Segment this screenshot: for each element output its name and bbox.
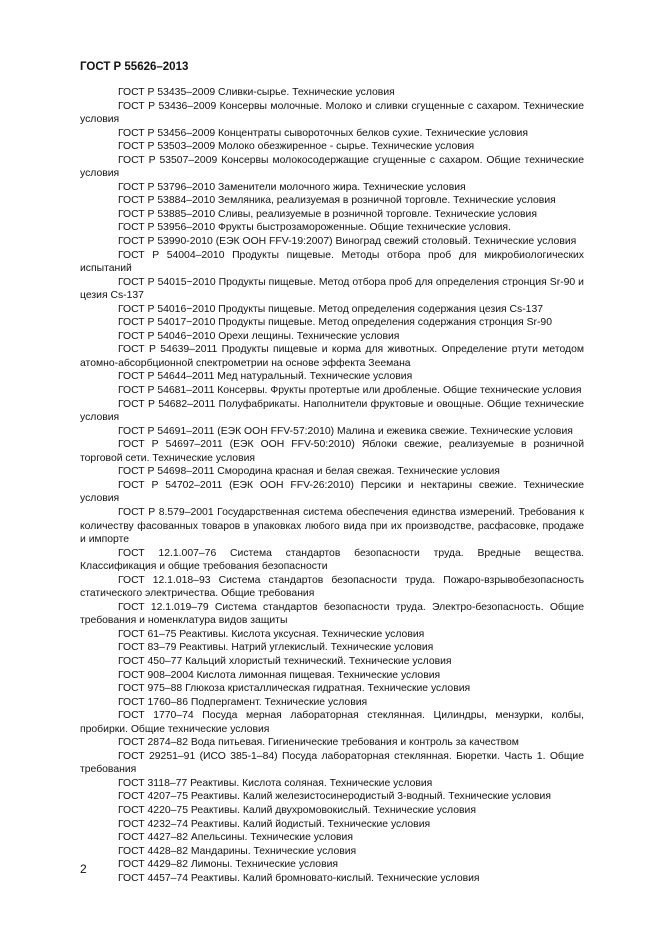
reference-entry: ГОСТ 2874–82 Вода питьевая. Гигиенические требования и контроль за качеством	[118, 737, 519, 749]
reference-entry: ГОСТ Р 54046−2010 Орехи лещины. Технические условия	[118, 330, 400, 342]
reference-entry: ГОСТ 4427–82 Апельсины. Технические условия	[118, 832, 353, 844]
reference-entry: ГОСТ Р 53435–2009 Сливки-сырье. Технические условия	[118, 87, 395, 98]
reference-entry: ГОСТ Р 54016−2010 Продукты пищевые. Метод определения содержания цезия Cs-137	[118, 303, 544, 315]
reference-entry: ГОСТ 4457–74 Реактивы. Калий бромновато-кислый. Технические условия	[118, 872, 480, 884]
reference-entry: ГОСТ Р 54697–2011 (ЕЭК ООН FFV-50:2010) Яблоки свежие, реализуемые в розничной торговой сети. Технические условия	[80, 439, 584, 464]
reference-entry: ГОСТ Р 54698–2011 Смородина красная и белая свежая. Технические условия	[118, 466, 500, 478]
reference-entry: ГОСТ 1760–86 Подпергамент. Технические условия	[118, 696, 368, 708]
reference-entry: ГОСТ Р 54702–2011 (ЕЭК ООН FFV-26:2010) Персики и нектарины свежие. Технические условия	[80, 479, 584, 505]
reference-entry: ГОСТ Р 8.579–2001 Государственная система обеспечения единства измерений. Требования к количеству фасованных товаров в упаковках любого вида при их производстве, расфасовке, продаже и импорте	[80, 506, 584, 546]
reference-entry: ГОСТ Р 54691–2011 (ЕЭК ООН FFV-57:2010) Малина и ежевика свежие. Технические условия	[118, 425, 573, 437]
reference-entry: ГОСТ Р 53503–2009 Молоко обезжиренное - сырье. Технические условия	[118, 141, 475, 153]
reference-entry: ГОСТ 975–88 Глюкоза кристаллическая гидратная. Технические условия	[118, 683, 471, 695]
reference-entry: ГОСТ 4428–82 Мандарины. Технические условия	[118, 845, 357, 857]
reference-entry: ГОСТ 12.1.007–76 Система стандартов безопасности труда. Вредные вещества. Классификация и общие требования безопасности	[80, 547, 584, 573]
reference-entry: ГОСТ Р 54682–2011 Полуфабрикаты. Наполнители фруктовые и овощные. Общие технические условия	[80, 398, 584, 424]
reference-entry: ГОСТ Р 53990-2010 (ЕЭК ООН FFV-19:2007) Виноград свежий столовый. Технические условия	[118, 236, 577, 248]
reference-entry: ГОСТ Р 53885–2010 Сливы, реализуемые в розничной торговле. Технические условия	[118, 208, 537, 220]
reference-entry: ГОСТ Р 53507–2009 Консервы молокосодержащие сгущенные с сахаром. Общие технические условия	[80, 154, 584, 180]
reference-entry: ГОСТ 4207–75 Реактивы. Калий железистосинеродистый 3-водный. Технические условия	[118, 791, 551, 803]
reference-entry: ГОСТ Р 53456–2009 Концентраты сывороточных белков сухие. Технические условия	[118, 127, 528, 139]
reference-entry: ГОСТ 450–77 Кальций хлористый технический. Технические условия	[118, 655, 452, 667]
references-list	[80, 86, 584, 885]
reference-entry: ГОСТ 61–75 Реактивы. Кислота уксусная. Технические условия	[118, 628, 425, 640]
reference-entry: ГОСТ Р 54015−2010 Продукты пищевые. Метод отбора проб для определения стронция Sr-90 и цезия Cs-137	[80, 276, 584, 302]
reference-entry: ГОСТ 3118–77 Реактивы. Кислота соляная. Технические условия	[118, 777, 433, 789]
reference-entry: ГОСТ 908–2004 Кислота лимонная пищевая. Технические условия	[118, 669, 441, 681]
reference-entry: ГОСТ 4220–75 Реактивы. Калий двухромовокислый. Технические условия	[118, 804, 476, 816]
document-header: ГОСТ Р 55626–2013	[80, 61, 189, 73]
reference-entry: ГОСТ 29251–91 (ИСО 385-1–84) Посуда лабораторная стеклянная. Бюретки. Часть 1. Общие требования	[80, 750, 584, 776]
reference-entry: ГОСТ Р 54004–2010 Продукты пищевые. Методы отбора проб для микробиологических испытаний	[80, 249, 584, 275]
reference-entry: ГОСТ Р 53884–2010 Земляника, реализуемая в розничной торговле. Технические условия	[118, 195, 556, 207]
reference-entry: ГОСТ Р 53436–2009 Консервы молочные. Молоко и сливки сгущенные с сахаром. Технические условия	[80, 100, 584, 126]
reference-entry: ГОСТ Р 54639–2011 Продукты пищевые и корма для животных. Определение ртути методом атомно-абсорбционной спектрометрии на основе эффекта Зеемана	[80, 344, 584, 369]
reference-entry: ГОСТ 4429–82 Лимоны. Технические условия	[118, 859, 339, 871]
reference-entry: ГОСТ Р 53956–2010 Фрукты быстрозамороженные. Общие технические условия.	[118, 222, 511, 234]
reference-entry: ГОСТ Р 54644–2011 Мед натуральный. Технические условия	[118, 371, 413, 383]
reference-entry: ГОСТ Р 54681–2011 Консервы. Фрукты протертые или дробленые. Общие технические условия	[118, 385, 582, 397]
reference-entry: ГОСТ 12.1.018–93 Система стандартов безопасности труда. Пожаро-взрывобезопасность статического электричества. Общие требования	[80, 574, 584, 600]
reference-entry: ГОСТ Р 53796–2010 Заменители молочного жира. Технические условия	[118, 181, 466, 193]
page-number: 2	[80, 862, 87, 876]
reference-entry: ГОСТ 83–79 Реактивы. Натрий углекислый. Технические условия	[118, 642, 434, 654]
reference-entry: ГОСТ 12.1.019–79 Система стандартов безопасности труда. Электро-безопасность. Общие требования и номенклатура видов защиты	[80, 601, 584, 627]
reference-entry: ГОСТ 4232–74 Реактивы. Калий йодистый. Технические условия	[118, 818, 431, 830]
reference-entry: ГОСТ 1770–74 Посуда мерная лабораторная стеклянная. Цилиндры, мензурки, колбы, пробирки. Общие технические условия	[80, 710, 584, 735]
reference-entry: ГОСТ Р 54017−2010 Продукты пищевые. Метод определения содержания стронция Sr-90	[118, 317, 552, 329]
